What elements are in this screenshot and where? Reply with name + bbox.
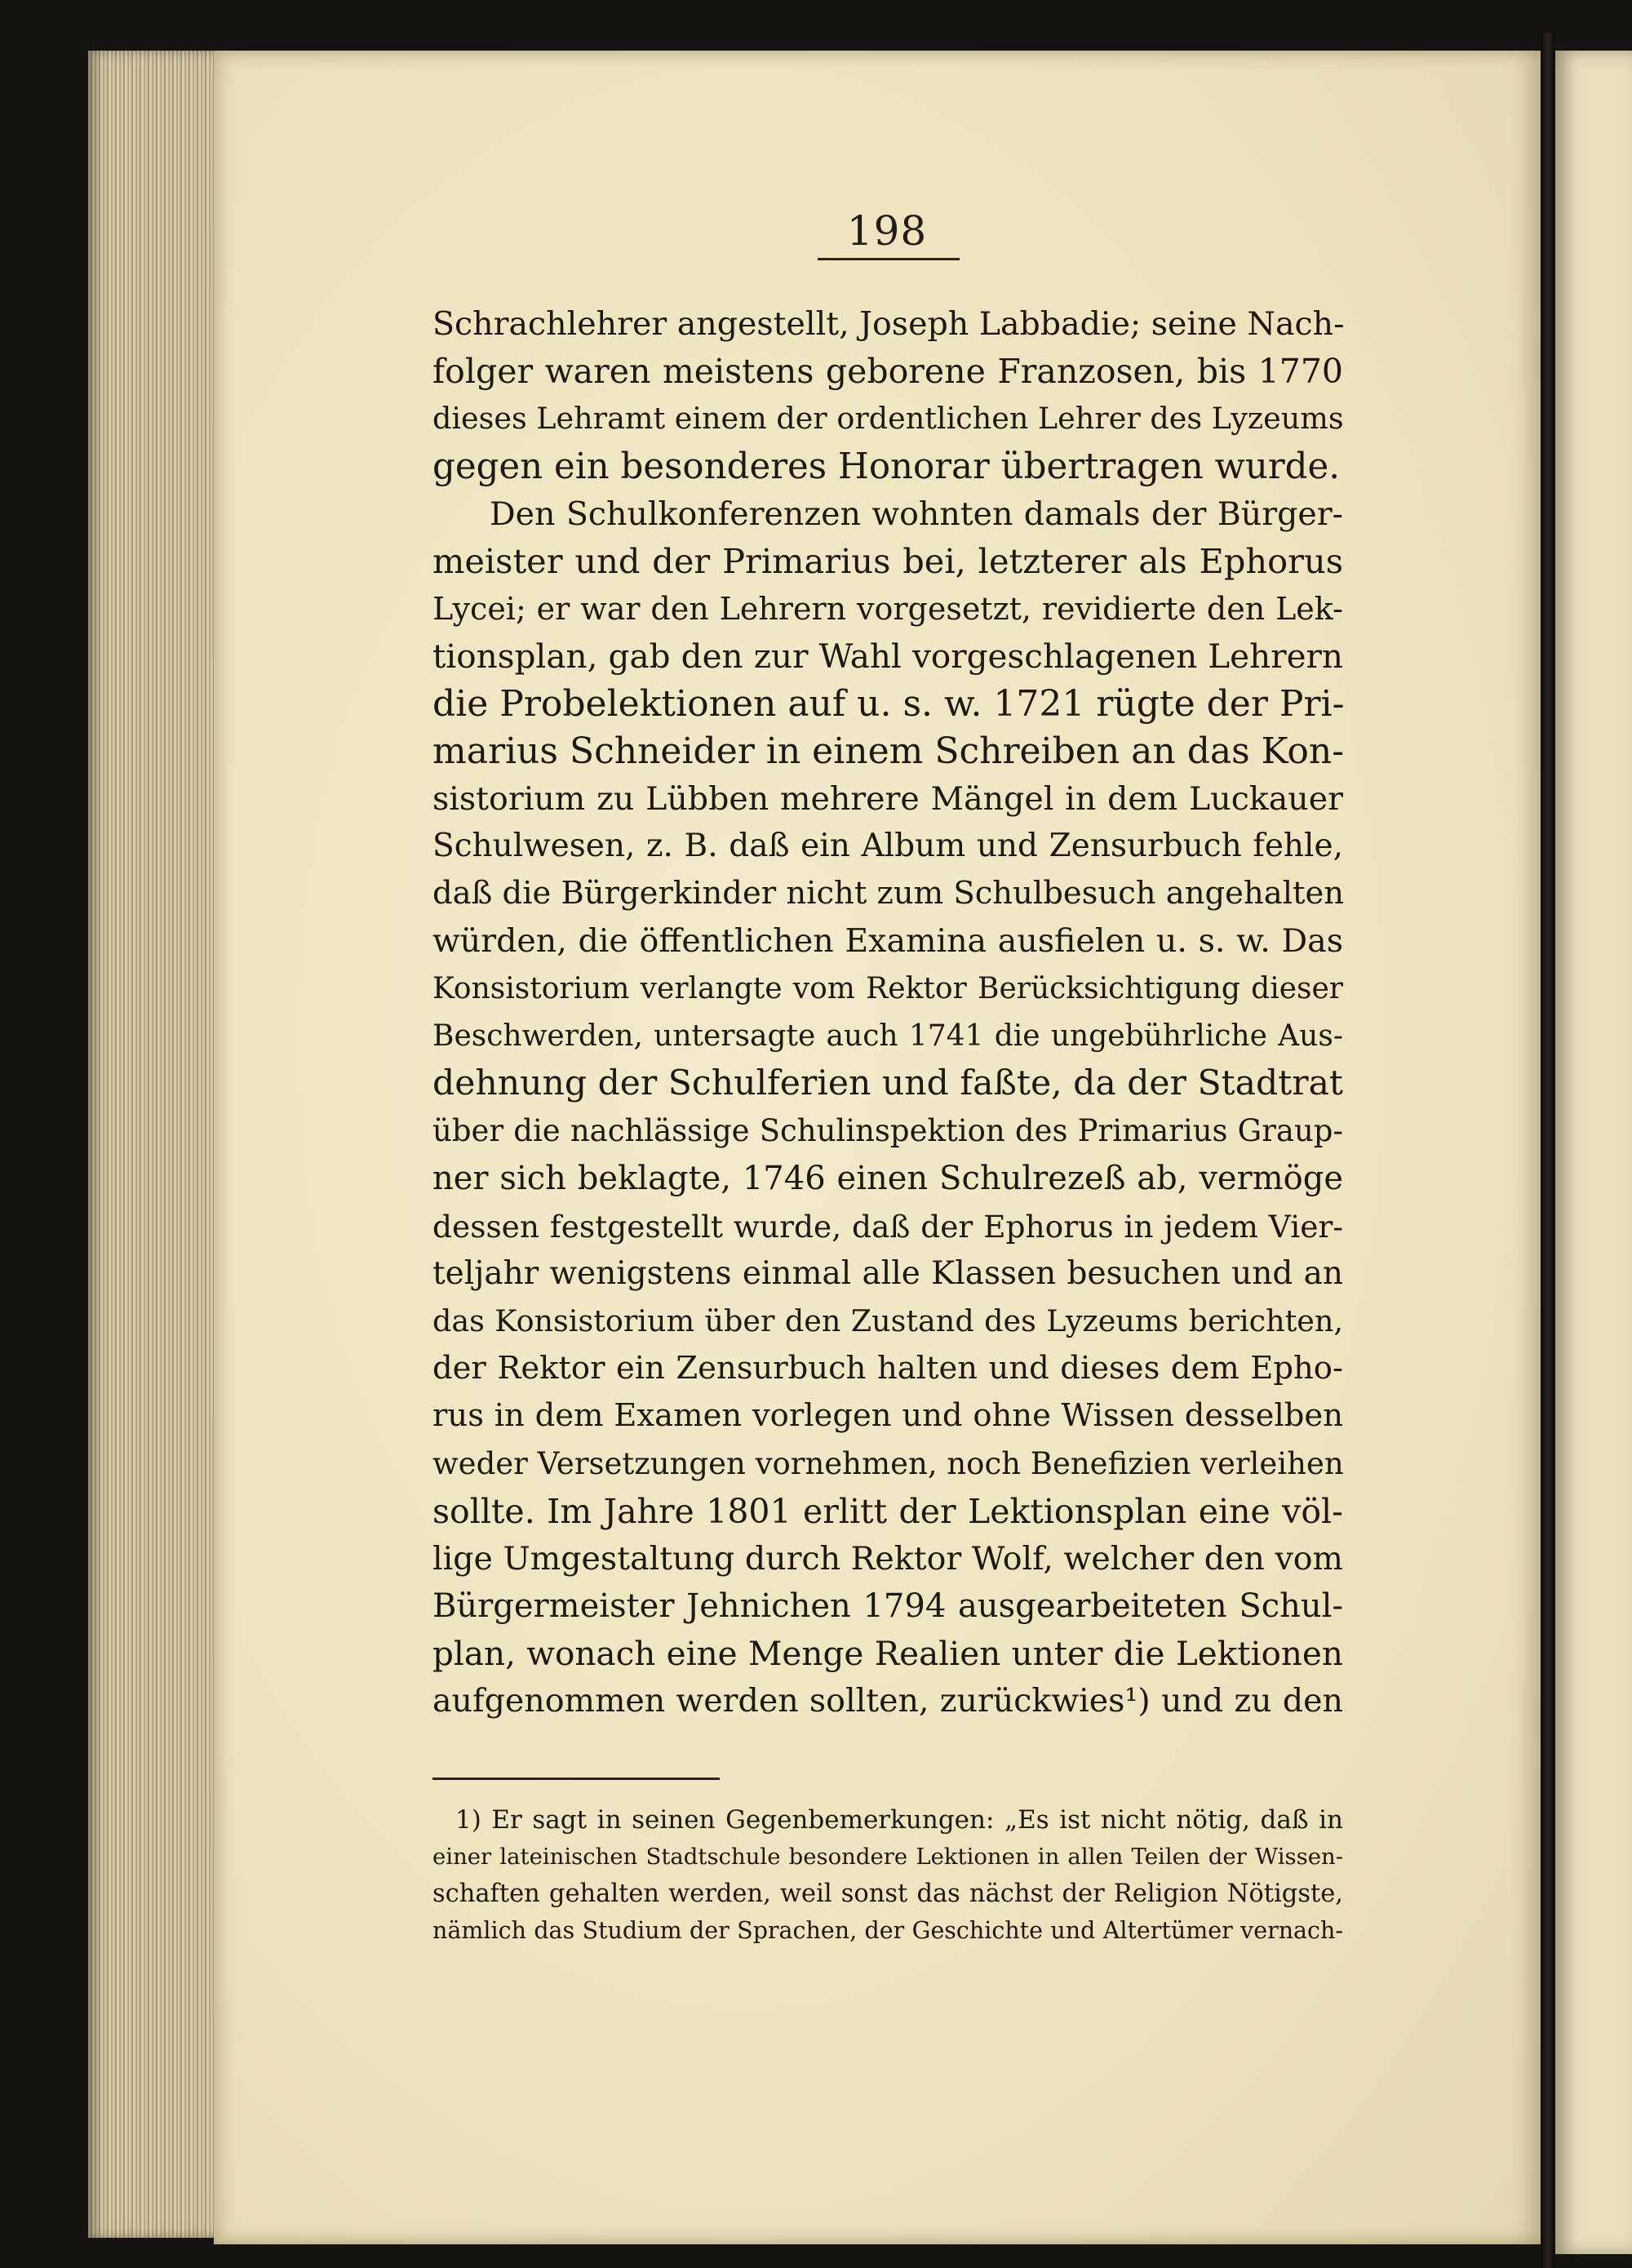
body-line: über die nachlässige Schulinspektion des Primarius Graup- [432, 1113, 1343, 1149]
footnote-line: nämlich das Studium der Sprachen, der Geschichte und Altertümer vernach- [432, 1917, 1343, 1944]
body-line: Lycei; er war den Lehrern vorgesetzt, revidierte den Lek- [432, 591, 1343, 628]
body-line: dessen festgestellt wurde, daß der Ephorus in jedem Vier- [432, 1208, 1343, 1245]
body-line: lige Umgestaltung durch Rektor Wolf, welcher den vom [432, 1539, 1343, 1578]
body-line: plan, wonach eine Menge Realien unter die Lektionen [432, 1634, 1343, 1674]
body-line: marius Schneider in einem Schreiben an das Kon- [432, 730, 1345, 772]
adjacent-page [1555, 51, 1632, 2254]
footnote-line: 1) Er sagt in seinen Gegenbemerkungen: „Es ist nicht nötig, daß in [455, 1805, 1343, 1835]
footnote [432, 1802, 1343, 1949]
body-line: ner sich beklagte, 1746 einen Schulrezeß ab, vermöge [432, 1160, 1343, 1198]
body-line: gegen ein besonderes Honorar übertragen wurde. [432, 446, 1341, 487]
body-line: Bürgermeister Jehnichen 1794 ausgearbeiteten Schul- [432, 1587, 1343, 1626]
body-line: die Probelektionen auf u. s. w. 1721 rügte der Pri- [432, 682, 1345, 725]
body-line: meister und der Primarius bei, letzterer als Ephorus [432, 540, 1343, 581]
body-line: teljahr wenigstens einmal alle Klassen besuchen und an [432, 1254, 1343, 1292]
body-line: dieses Lehramt einem der ordentlichen Lehrer des Lyzeums [432, 401, 1344, 437]
body-text [432, 300, 1343, 1725]
footnote-line: schaften gehalten werden, weil sonst das nächst der Religion Nötigste, [432, 1880, 1343, 1908]
body-line: Konsistorium verlangte vom Rektor Berücksichtigung dieser [432, 971, 1343, 1005]
body-line: sistorium zu Lübben mehrere Mängel in dem Luckauer [432, 779, 1343, 818]
body-line: daß die Bürgerkinder nicht zum Schulbesuch angehalten [432, 875, 1345, 912]
body-line: aufgenommen werden sollten, zurückwies¹) und zu den [432, 1682, 1343, 1720]
body-line: rus in dem Examen vorlegen und ohne Wissen desselben [432, 1397, 1343, 1435]
body-line: Beschwerden, untersagte auch 1741 die ungebührliche Aus- [432, 1019, 1343, 1053]
page-number: 198 [846, 207, 928, 255]
body-line: der Rektor ein Zensurbuch halten und dieses dem Epho- [432, 1350, 1343, 1387]
book-gutter [1541, 33, 1555, 2268]
body-line: tionsplan, gab den zur Wahl vorgeschlagenen Lehrern [432, 637, 1343, 677]
body-line: Schrachlehrer angestellt, Joseph Labbadie; seine Nach- [432, 305, 1345, 343]
body-line: Schulwesen, z. B. daß ein Album und Zensurbuch fehle, [432, 828, 1343, 865]
footnote-rule [432, 1778, 720, 1780]
page-number-rule [818, 258, 960, 260]
body-line: würden, die öffentlichen Examina ausfielen u. s. w. Das [432, 922, 1343, 961]
page-edges [88, 51, 219, 2238]
body-line: dehnung der Schulferien und faßte, da der Stadtrat [432, 1063, 1343, 1103]
body-line: weder Versetzungen vornehmen, noch Benefizien verleihen [432, 1445, 1344, 1481]
footnote-line: einer lateinischen Stadtschule besondere Lektionen in allen Teilen der Wissen- [432, 1844, 1343, 1870]
body-line: Den Schulkonferenzen wohnten damals der Bürger- [490, 495, 1343, 533]
body-line: das Konsistorium über den Zustand des Lyzeums berichten, [432, 1303, 1343, 1338]
body-line: sollte. Im Jahre 1801 erlitt der Lektionsplan eine völ- [432, 1491, 1343, 1531]
body-line: folger waren meistens geborene Franzosen, bis 1770 [432, 352, 1343, 392]
